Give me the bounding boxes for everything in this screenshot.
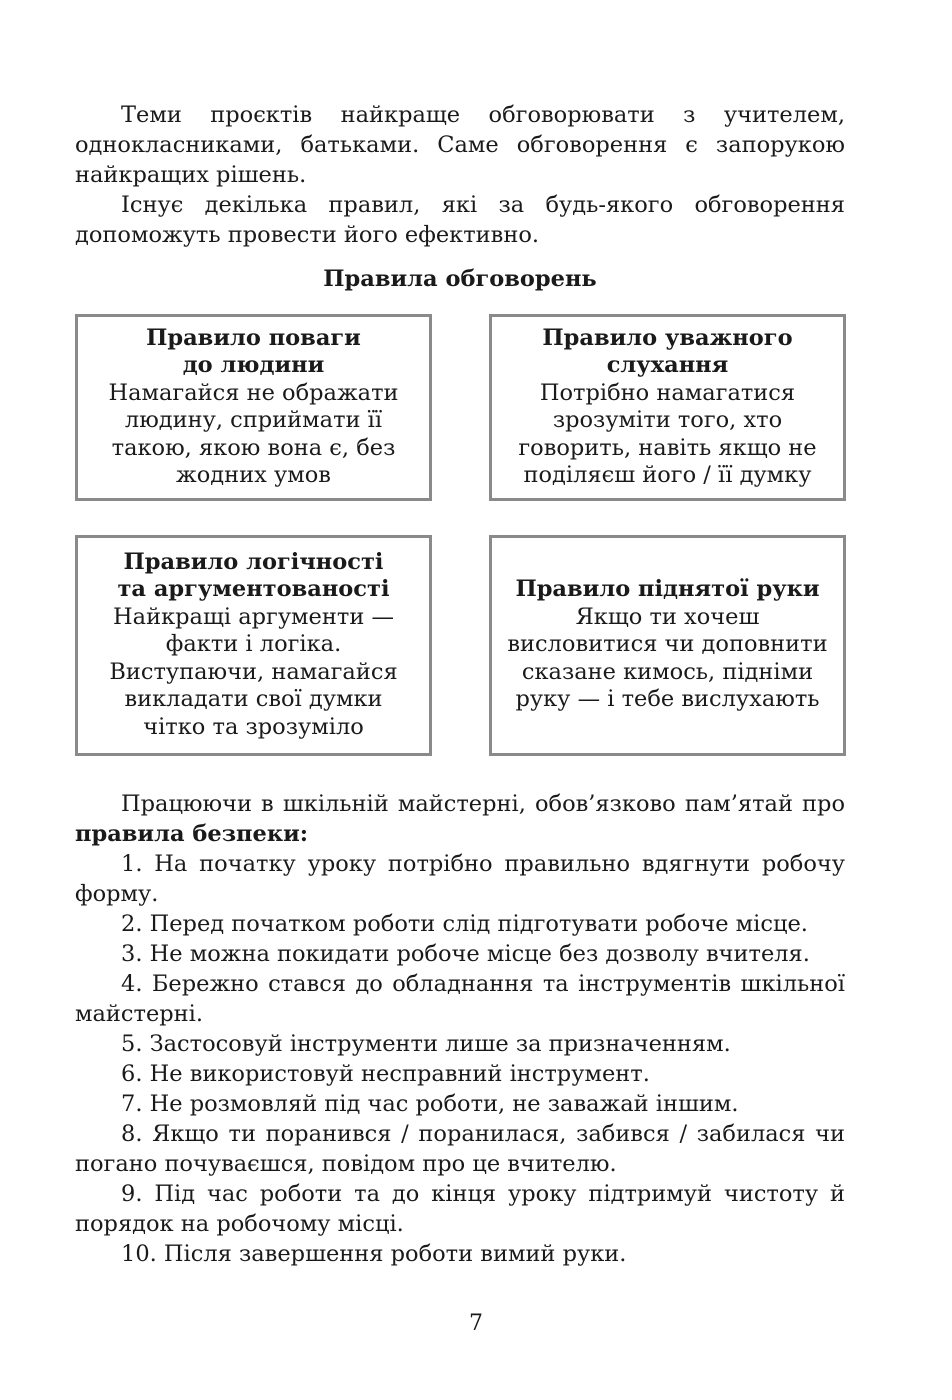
rules-title: Правила обговорень — [323, 266, 597, 292]
rule-text: Якщо ти хочеш висловитися чи доповнити сказане кимось, підніми руку — і тебе вислухають — [507, 603, 828, 713]
intro-paragraph-1: Теми проєктів найкраще обговорювати з учителем, однокласниками, батьками. Саме обговорення є запорукою найкращих рішень. — [75, 102, 845, 188]
safety-rule: 9. Під час роботи та до кінця уроку підтримуй чистоту й порядок на робочому місці. — [75, 1181, 845, 1237]
safety-rule: 5. Застосовуй інструменти лише за призначенням. — [121, 1031, 731, 1057]
rule-title: Правило поваги до людини — [146, 324, 361, 378]
safety-rule: 6. Не використовуй несправний інструмент. — [121, 1061, 650, 1087]
page-number: 7 — [469, 1311, 483, 1336]
safety-rule: 3. Не можна покидати робоче місце без дозволу вчителя. — [121, 941, 810, 967]
rule-box-logic — [75, 535, 432, 756]
rule-text: Намагайся не ображати людину, сприймати її такою, якою вона є, без жодних умов — [108, 379, 399, 488]
rule-box-listening — [489, 314, 846, 501]
page-content — [75, 100, 845, 1269]
rule-title: Правило логічності та аргументованості — [117, 548, 390, 603]
safety-rule: 8. Якщо ти поранився / поранилася, забився / забилася чи погано почуваєшся, повідом про це вчителю. — [75, 1121, 845, 1177]
safety-lead-colon: : — [299, 821, 309, 847]
rule-title: Правило уважного слухання — [542, 324, 793, 378]
safety-lead — [75, 789, 845, 849]
rules-grid — [75, 314, 845, 756]
safety-lead-bold: правила безпеки — [75, 821, 300, 847]
safety-rule: 2. Перед початком роботи слід підготувати робоче місце. — [121, 911, 808, 937]
safety-rule: 7. Не розмовляй під час роботи, не заважай іншим. — [121, 1091, 739, 1117]
rule-title: Правило піднятої руки — [515, 576, 820, 603]
safety-section — [75, 789, 845, 1269]
rule-box-raised-hand — [489, 535, 846, 756]
rule-text: Найкращі аргументи — факти і логіка. Виступаючи, намагайся викладати свої думки чітко та зрозуміло — [109, 603, 398, 740]
rule-text: Потрібно намагатися зрозуміти того, хто говорить, навіть якщо не поділяєш його / її думку — [518, 379, 817, 488]
rule-box-respect — [75, 314, 432, 501]
safety-rule: 10. Після завершення роботи вимий руки. — [121, 1241, 627, 1267]
intro-paragraph-2: Існує декілька правил, які за будь-якого обговорення допоможуть провести його ефективно. — [75, 192, 845, 248]
safety-rule: 1. На початку уроку потрібно правильно вдягнути робочу форму. — [75, 851, 845, 907]
safety-rules-list — [75, 849, 845, 1269]
safety-rule: 4. Бережно стався до обладнання та інструментів шкільної майстерні. — [75, 971, 845, 1027]
safety-lead-text: Працюючи в шкільній майстерні, обов’язково пам’ятай про — [121, 791, 845, 817]
